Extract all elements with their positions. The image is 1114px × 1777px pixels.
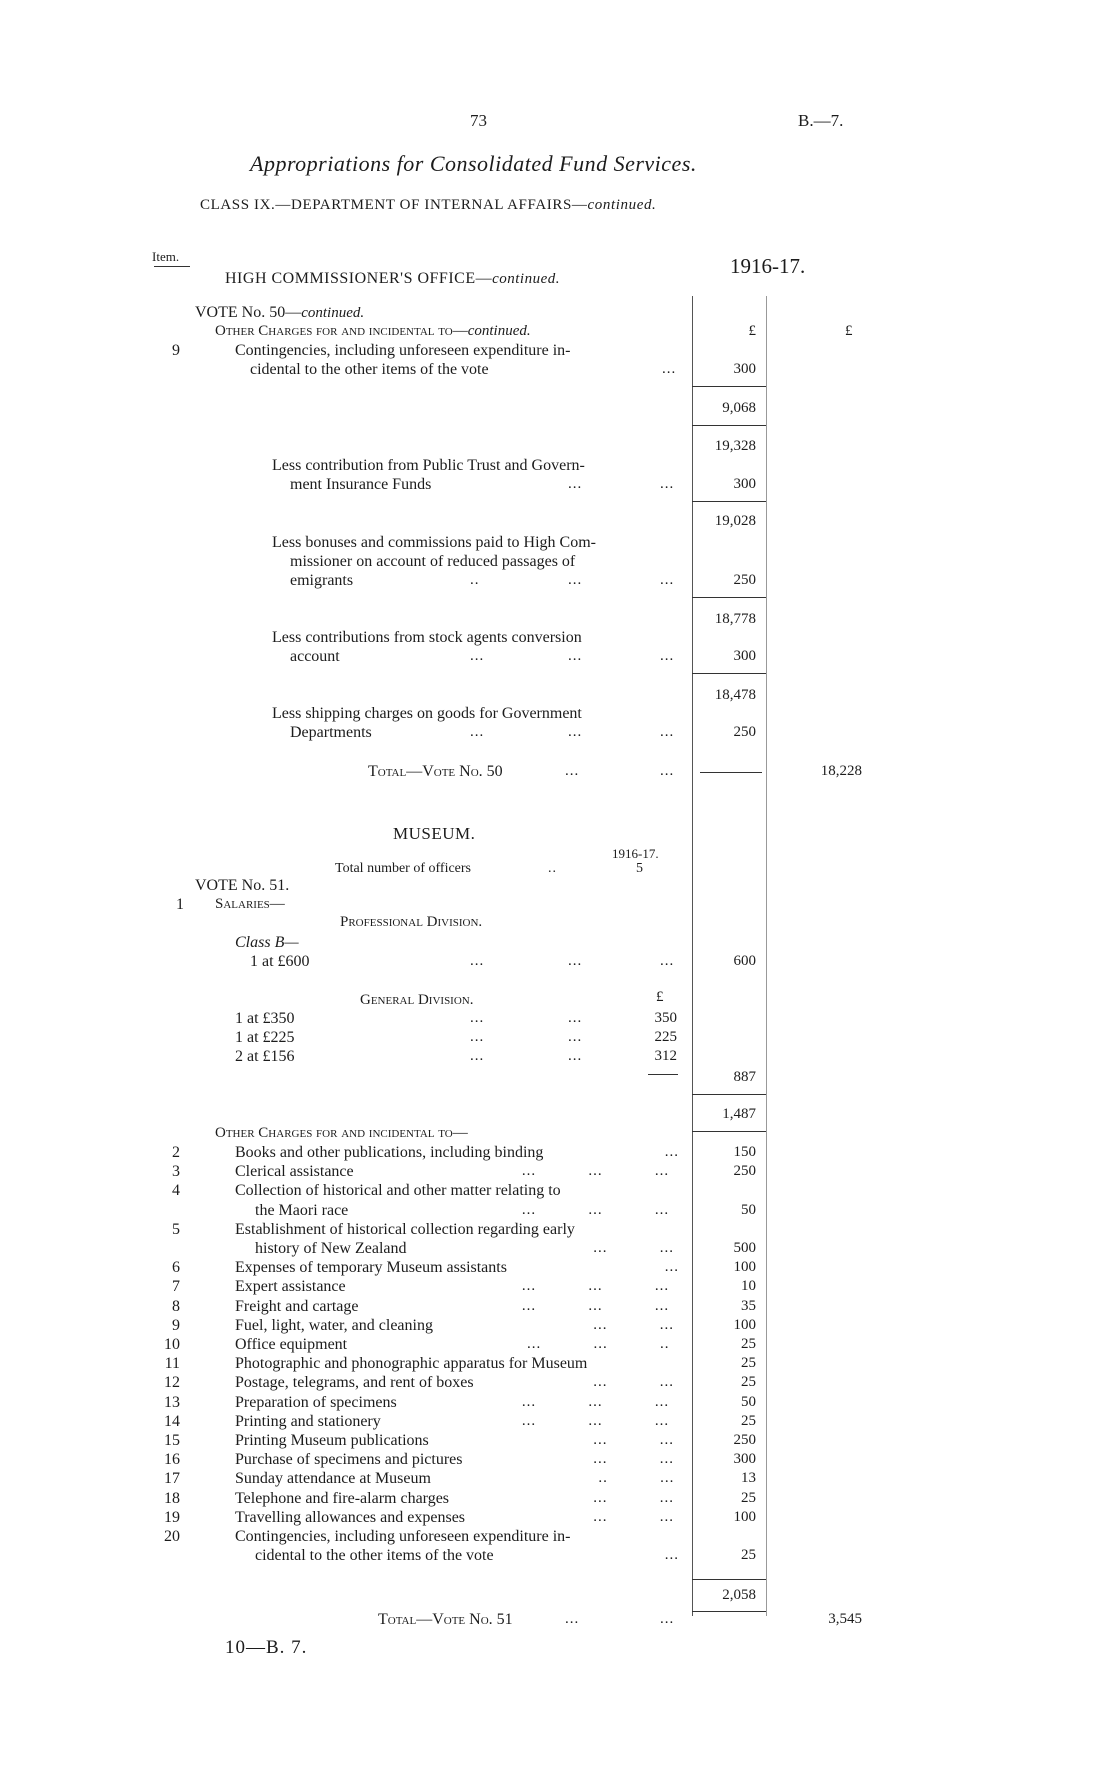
- museum-gen-line-2-dots-1: ...: [470, 1029, 485, 1045]
- column-rule-left: [692, 296, 693, 1616]
- museum-officers-count: 5: [636, 861, 643, 876]
- museum-total-dots-1: ...: [565, 1611, 580, 1627]
- hc-less-3-dots-3: ...: [660, 648, 675, 664]
- museum-item-dots: ... ... ...: [521, 1393, 670, 1410]
- museum-item-amount: 25: [741, 1547, 756, 1564]
- museum-officers-year: 1916-17.: [612, 846, 659, 861]
- museum-item-number: 8: [172, 1297, 180, 1315]
- hc-less-3-amount: 300: [733, 648, 756, 664]
- hc-less-1-amount: 300: [733, 476, 756, 492]
- museum-item-dots: ... ... ...: [521, 1201, 670, 1218]
- museum-item-amount: 250: [733, 1163, 756, 1180]
- hc-rule-1: [692, 386, 766, 387]
- museum-item-amount: 25: [741, 1489, 756, 1506]
- museum-item-text: Office equipment: [235, 1336, 348, 1353]
- museum-general-division: General Division.: [360, 992, 474, 1008]
- museum-prof-line-dots-2: ...: [568, 953, 583, 969]
- museum-item-number: 12: [164, 1374, 180, 1392]
- museum-item-number: 14: [164, 1412, 180, 1430]
- hc-total-label: Total—Vote No. 50: [368, 763, 503, 780]
- class-heading-continued: continued.: [587, 197, 657, 213]
- museum-item-number: 17: [164, 1470, 180, 1488]
- museum-gen-line-2-label: 1 at £225: [235, 1029, 295, 1046]
- museum-item-number: 3: [172, 1163, 180, 1181]
- museum-gen-line-3-amount: 312: [654, 1048, 677, 1064]
- museum-salaries-number: 1: [176, 896, 184, 913]
- museum-salaries-total: 1,487: [722, 1106, 756, 1122]
- hc-less-4-text: Less shipping charges on goods for Government: [272, 705, 582, 722]
- museum-rule-4: [692, 1611, 766, 1612]
- museum-item-dots: ... ...: [593, 1432, 675, 1448]
- museum-item-amount: 100: [733, 1316, 756, 1333]
- museum-item-text: Fuel, light, water, and cleaning: [235, 1316, 433, 1334]
- museum-item-dots: ... ...: [593, 1508, 675, 1525]
- museum-prof-line-dots-1: ...: [470, 953, 485, 969]
- currency-right: £: [845, 323, 853, 339]
- class-heading: [200, 198, 656, 213]
- hc-less-1-dots-1: ...: [568, 476, 583, 492]
- museum-item-text-2: cidental to the other items of the vote: [255, 1547, 494, 1565]
- hc-rule-4: [692, 597, 766, 598]
- museum-item-amount: 100: [733, 1259, 756, 1276]
- hc-less-1-text-2: ment Insurance Funds: [290, 476, 432, 493]
- item-column-header: Item.: [152, 249, 180, 264]
- museum-item-amount: 10: [741, 1278, 756, 1295]
- hc-less-4-dots-1: ...: [470, 724, 485, 740]
- hc-less-4-amount: 250: [733, 724, 756, 740]
- hc-less-4-dots-3: ...: [660, 724, 675, 740]
- hc-total-rule: [700, 772, 762, 773]
- museum-item-number: 6: [172, 1259, 180, 1277]
- item-header-rule: [154, 266, 190, 267]
- hc-less-3-dots-1: ...: [470, 648, 485, 664]
- hc-less-2-amount: 250: [733, 572, 756, 588]
- page-footer: 10—B. 7.: [225, 1637, 308, 1658]
- museum-gen-line-2-amount: 225: [654, 1029, 677, 1045]
- hc-heading-text: HIGH COMMISSIONER'S OFFICE—: [225, 270, 493, 287]
- hc-less-3-text: Less contributions from stock agents conversion: [272, 629, 582, 646]
- hc-subtotal-5: 18,478: [714, 687, 756, 703]
- hc-subtotal-4: 18,778: [714, 611, 756, 627]
- museum-item-text: Clerical assistance: [235, 1163, 354, 1181]
- hc-rule-2: [692, 425, 766, 426]
- class-heading-text: CLASS IX.—DEPARTMENT OF INTERNAL AFFAIRS—: [200, 197, 588, 213]
- museum-heading: MUSEUM.: [393, 824, 476, 843]
- hc-item-9-dots: ...: [662, 361, 677, 377]
- museum-item-number: 20: [164, 1528, 180, 1545]
- hc-less-3-text-2: account: [290, 648, 340, 665]
- museum-item-amount: 25: [741, 1374, 756, 1391]
- museum-item-dots: ...: [664, 1547, 679, 1564]
- museum-general-currency: £: [656, 989, 664, 1005]
- museum-prof-line-label: 1 at £600: [250, 953, 310, 970]
- hc-less-2-text-3: emigrants: [290, 572, 354, 589]
- museum-item-text: Freight and cartage: [235, 1297, 359, 1315]
- hc-less-2-dots-3: ...: [660, 572, 675, 588]
- museum-rule-1: [692, 1094, 766, 1095]
- museum-item-dots: ... ...: [593, 1316, 675, 1333]
- museum-item-text-2: the Maori race: [255, 1201, 349, 1219]
- museum-item-dots: ... ... ..: [527, 1336, 670, 1352]
- museum-item-number: 16: [164, 1451, 180, 1469]
- page-reference: B.—7.: [798, 111, 844, 130]
- museum-item-text: Books and other publications, including binding: [235, 1144, 544, 1161]
- museum-item-text: Postage, telegrams, and rent of boxes: [235, 1374, 474, 1392]
- hc-less-1-dots-2: ...: [660, 476, 675, 492]
- museum-prof-line-dots-3: ...: [660, 953, 675, 969]
- museum-item-number: 19: [164, 1508, 180, 1526]
- museum-item-amount: 100: [733, 1508, 756, 1525]
- hc-vote-continued: continued.: [301, 305, 365, 321]
- museum-item-dots: ... ... ...: [521, 1297, 670, 1314]
- museum-professional-division: Professional Division.: [340, 914, 483, 930]
- museum-officers-label: Total number of officers: [335, 861, 471, 876]
- hc-rule-3: [692, 501, 766, 502]
- museum-item-amount: 25: [741, 1412, 756, 1429]
- hc-item-9-amount: 300: [733, 361, 756, 377]
- museum-other-total: 2,058: [722, 1587, 756, 1603]
- museum-gen-rule: [648, 1074, 678, 1075]
- hc-item-9-text: Contingencies, including unforeseen expenditure in-: [235, 342, 571, 359]
- year-column-header: 1916-17.: [730, 254, 806, 278]
- museum-item-text: Printing Museum publications: [235, 1432, 429, 1449]
- museum-item-text: Preparation of specimens: [235, 1393, 397, 1411]
- museum-item-dots: ... ...: [593, 1374, 675, 1391]
- hc-total-dots-2: ...: [660, 763, 675, 779]
- museum-item-number: 7: [172, 1278, 180, 1296]
- museum-prof-line-amount: 600: [733, 953, 756, 969]
- museum-item-text-2: history of New Zealand: [255, 1240, 407, 1257]
- hc-other-charges-continued: continued.: [467, 323, 531, 339]
- museum-item-amount: 500: [733, 1240, 756, 1256]
- hc-less-2-dots-1: ..: [470, 572, 480, 588]
- museum-item-number: 10: [164, 1336, 180, 1353]
- museum-item-amount: 25: [741, 1355, 756, 1372]
- museum-item-dots: ... ...: [593, 1489, 675, 1506]
- hc-item-9-text-2: cidental to the other items of the vote: [250, 361, 489, 378]
- museum-item-text: Telephone and fire-alarm charges: [235, 1489, 450, 1507]
- hc-total-dots-1: ...: [565, 763, 580, 779]
- museum-item-dots: ... ... ...: [521, 1163, 670, 1180]
- museum-total-amount: 3,545: [828, 1611, 862, 1627]
- museum-item-text: Photographic and phonographic apparatus for Museum: [235, 1355, 588, 1373]
- museum-item-text: Travelling allowances and expenses: [235, 1508, 466, 1526]
- hc-less-2-dots-2: ...: [568, 572, 583, 588]
- hc-less-3-dots-2: ...: [568, 648, 583, 664]
- museum-gen-total: 887: [733, 1069, 756, 1085]
- museum-gen-line-1-label: 1 at £350: [235, 1010, 295, 1027]
- museum-gen-line-3-label: 2 at £156: [235, 1048, 295, 1065]
- museum-gen-line-1-dots-1: ...: [470, 1010, 485, 1026]
- page-title: Appropriations for Consolidated Fund Services.: [250, 151, 697, 176]
- museum-officers-dots: ..: [548, 861, 557, 876]
- museum-total-label: Total—Vote No. 51: [378, 1611, 513, 1628]
- museum-item-text: Expert assistance: [235, 1278, 346, 1296]
- museum-item-number: 11: [164, 1355, 180, 1373]
- hc-other-charges: [215, 324, 531, 339]
- hc-subtotal-2: 19,328: [714, 438, 756, 454]
- museum-item-number: 2: [172, 1144, 180, 1161]
- museum-gen-line-1-dots-2: ...: [568, 1010, 583, 1026]
- museum-vote: VOTE No. 51.: [195, 877, 290, 894]
- museum-item-number: 4: [172, 1182, 180, 1200]
- hc-less-2-text-2: missioner on account of reduced passages of: [290, 553, 576, 570]
- page-number: 73: [470, 111, 487, 130]
- museum-item-text: Sunday attendance at Museum: [235, 1470, 431, 1488]
- museum-item-amount: 250: [733, 1432, 756, 1448]
- museum-item-amount: 25: [741, 1336, 756, 1352]
- museum-total-dots-2: ...: [660, 1611, 675, 1627]
- museum-item-dots: ... ... ...: [521, 1278, 670, 1295]
- museum-item-dots: ...: [664, 1144, 679, 1160]
- museum-salaries: Salaries—: [215, 896, 285, 912]
- hc-total-amount: 18,228: [820, 763, 862, 779]
- museum-item-text: Establishment of historical collection regarding early: [235, 1220, 575, 1238]
- museum-rule-2: [692, 1131, 766, 1132]
- museum-other-charges: Other Charges for and incidental to—: [215, 1125, 468, 1141]
- museum-item-number: 9: [172, 1316, 180, 1334]
- hc-heading: [225, 271, 560, 287]
- museum-item-dots: ... ...: [593, 1240, 675, 1256]
- museum-item-dots: .. ...: [598, 1470, 675, 1487]
- museum-item-dots: ... ...: [593, 1451, 675, 1468]
- hc-item-9-number: 9: [172, 342, 180, 359]
- hc-vote-text: VOTE No. 50—: [195, 304, 302, 321]
- museum-item-dots: ... ... ...: [521, 1412, 670, 1429]
- museum-rule-3: [692, 1579, 766, 1580]
- museum-gen-line-3-dots-1: ...: [470, 1048, 485, 1064]
- hc-less-1-text: Less contribution from Public Trust and Govern-: [272, 457, 585, 474]
- museum-item-amount: 50: [741, 1393, 756, 1410]
- museum-gen-line-2-dots-2: ...: [568, 1029, 583, 1045]
- museum-item-amount: 50: [741, 1201, 756, 1218]
- museum-item-number: 13: [164, 1393, 180, 1411]
- museum-item-amount: 150: [733, 1144, 756, 1160]
- museum-item-amount: 300: [733, 1451, 756, 1468]
- hc-heading-continued: continued.: [492, 271, 560, 287]
- museum-item-number: 15: [164, 1432, 180, 1449]
- museum-class-b: Class B—: [235, 934, 299, 951]
- museum-gen-line-1-amount: 350: [654, 1010, 677, 1026]
- column-rule-right: [766, 296, 767, 1616]
- hc-subtotal-1: 9,068: [722, 400, 756, 416]
- museum-item-amount: 35: [741, 1297, 756, 1314]
- museum-item-number: 5: [172, 1220, 180, 1238]
- hc-less-4-text-2: Departments: [290, 724, 372, 741]
- museum-item-amount: 13: [741, 1470, 756, 1487]
- museum-item-text: Printing and stationery: [235, 1412, 381, 1430]
- museum-item-text: Expenses of temporary Museum assistants: [235, 1259, 507, 1277]
- hc-rule-5: [692, 673, 766, 674]
- hc-subtotal-3: 19,028: [714, 513, 756, 529]
- hc-less-4-dots-2: ...: [568, 724, 583, 740]
- museum-item-number: 18: [164, 1489, 180, 1507]
- museum-item-text: Collection of historical and other matter relating to: [235, 1182, 561, 1200]
- museum-item-text: Contingencies, including unforeseen expenditure in-: [235, 1528, 571, 1545]
- museum-item-text: Purchase of specimens and pictures: [235, 1451, 463, 1469]
- museum-item-dots: ...: [664, 1259, 679, 1276]
- museum-gen-line-3-dots-2: ...: [568, 1048, 583, 1064]
- hc-less-2-text: Less bonuses and commissions paid to High Com-: [272, 534, 596, 551]
- hc-other-charges-text: Other Charges for and incidental to—: [215, 323, 468, 339]
- hc-vote: [195, 305, 364, 321]
